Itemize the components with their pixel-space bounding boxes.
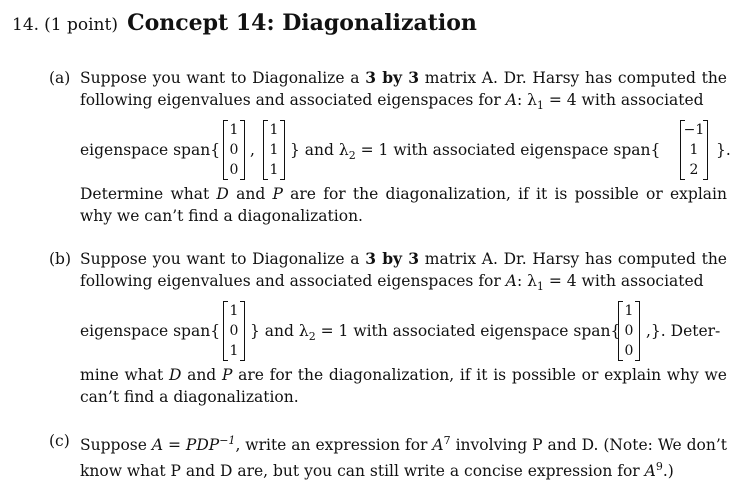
part-a-question: Determine what D and P are for the diagonalization, if it is possible or explain why we can’t find a diagonalization. bbox=[80, 185, 727, 226]
part-b-intro: Suppose you want to Diagonalize a 3 by 3 matrix A. Dr. Harsy has computed the following eigenvalues and associated eigenspaces for A: $\lambda_1 = 4$ with associated bbox=[80, 249, 727, 294]
part-c-text: Suppose $A = PDP^{-1}$, write an expression for $A^7$ involving P and D. (Note: We don’t know what P and D are, but you can still write a concise expression for $A^9$.) bbox=[80, 434, 728, 481]
part-a-intro: Suppose you want to Diagonalize a 3 by 3 matrix A. Dr. Harsy has computed the following eigenvalues and associated eigenspaces for A: $\lambda_1 = 4$ with associated bbox=[80, 68, 727, 113]
part-a bbox=[49, 67, 731, 227]
vector-a2: 1 1 1 bbox=[263, 120, 285, 180]
part-b-label: (b) bbox=[49, 250, 72, 268]
question-title: Concept 14: Diagonalization bbox=[127, 10, 477, 36]
part-b bbox=[49, 248, 727, 408]
vector-a1: 1 0 0 bbox=[223, 120, 245, 180]
part-c bbox=[49, 430, 727, 482]
part-b-question: mine what D and P are for the diagonalization, if it is possible or explain why we can’t find a diagonalization. bbox=[80, 366, 727, 407]
vector-b1: 1 0 1 bbox=[223, 301, 245, 361]
part-a-size: 3 by 3 bbox=[365, 68, 420, 87]
part-c-label: (c) bbox=[49, 432, 70, 450]
part-b-eigenspaces: eigenspace span{ 1 0 1 } and $\lambda_2 = 1$ with associated eigenspace span{ 1 0 0 ,}. Deter- bbox=[80, 303, 721, 360]
part-a-label: (a) bbox=[49, 69, 71, 87]
vector-b2: 1 0 0 bbox=[618, 301, 640, 361]
question-header bbox=[12, 10, 477, 36]
part-a-eigenspaces: eigenspace span{ 1 0 0 , 1 1 1 } and $\lambda_2 = 1$ with associated eigenspace span{ −1 1 2 }. bbox=[80, 122, 731, 179]
question-points: (1 point) bbox=[44, 15, 118, 35]
question-number: 14. bbox=[12, 15, 40, 35]
part-b-size: 3 by 3 bbox=[365, 249, 420, 268]
vector-a3: −1 1 2 bbox=[680, 120, 708, 180]
part-c-equation: $A = PDP^{-1}$ bbox=[151, 434, 236, 455]
